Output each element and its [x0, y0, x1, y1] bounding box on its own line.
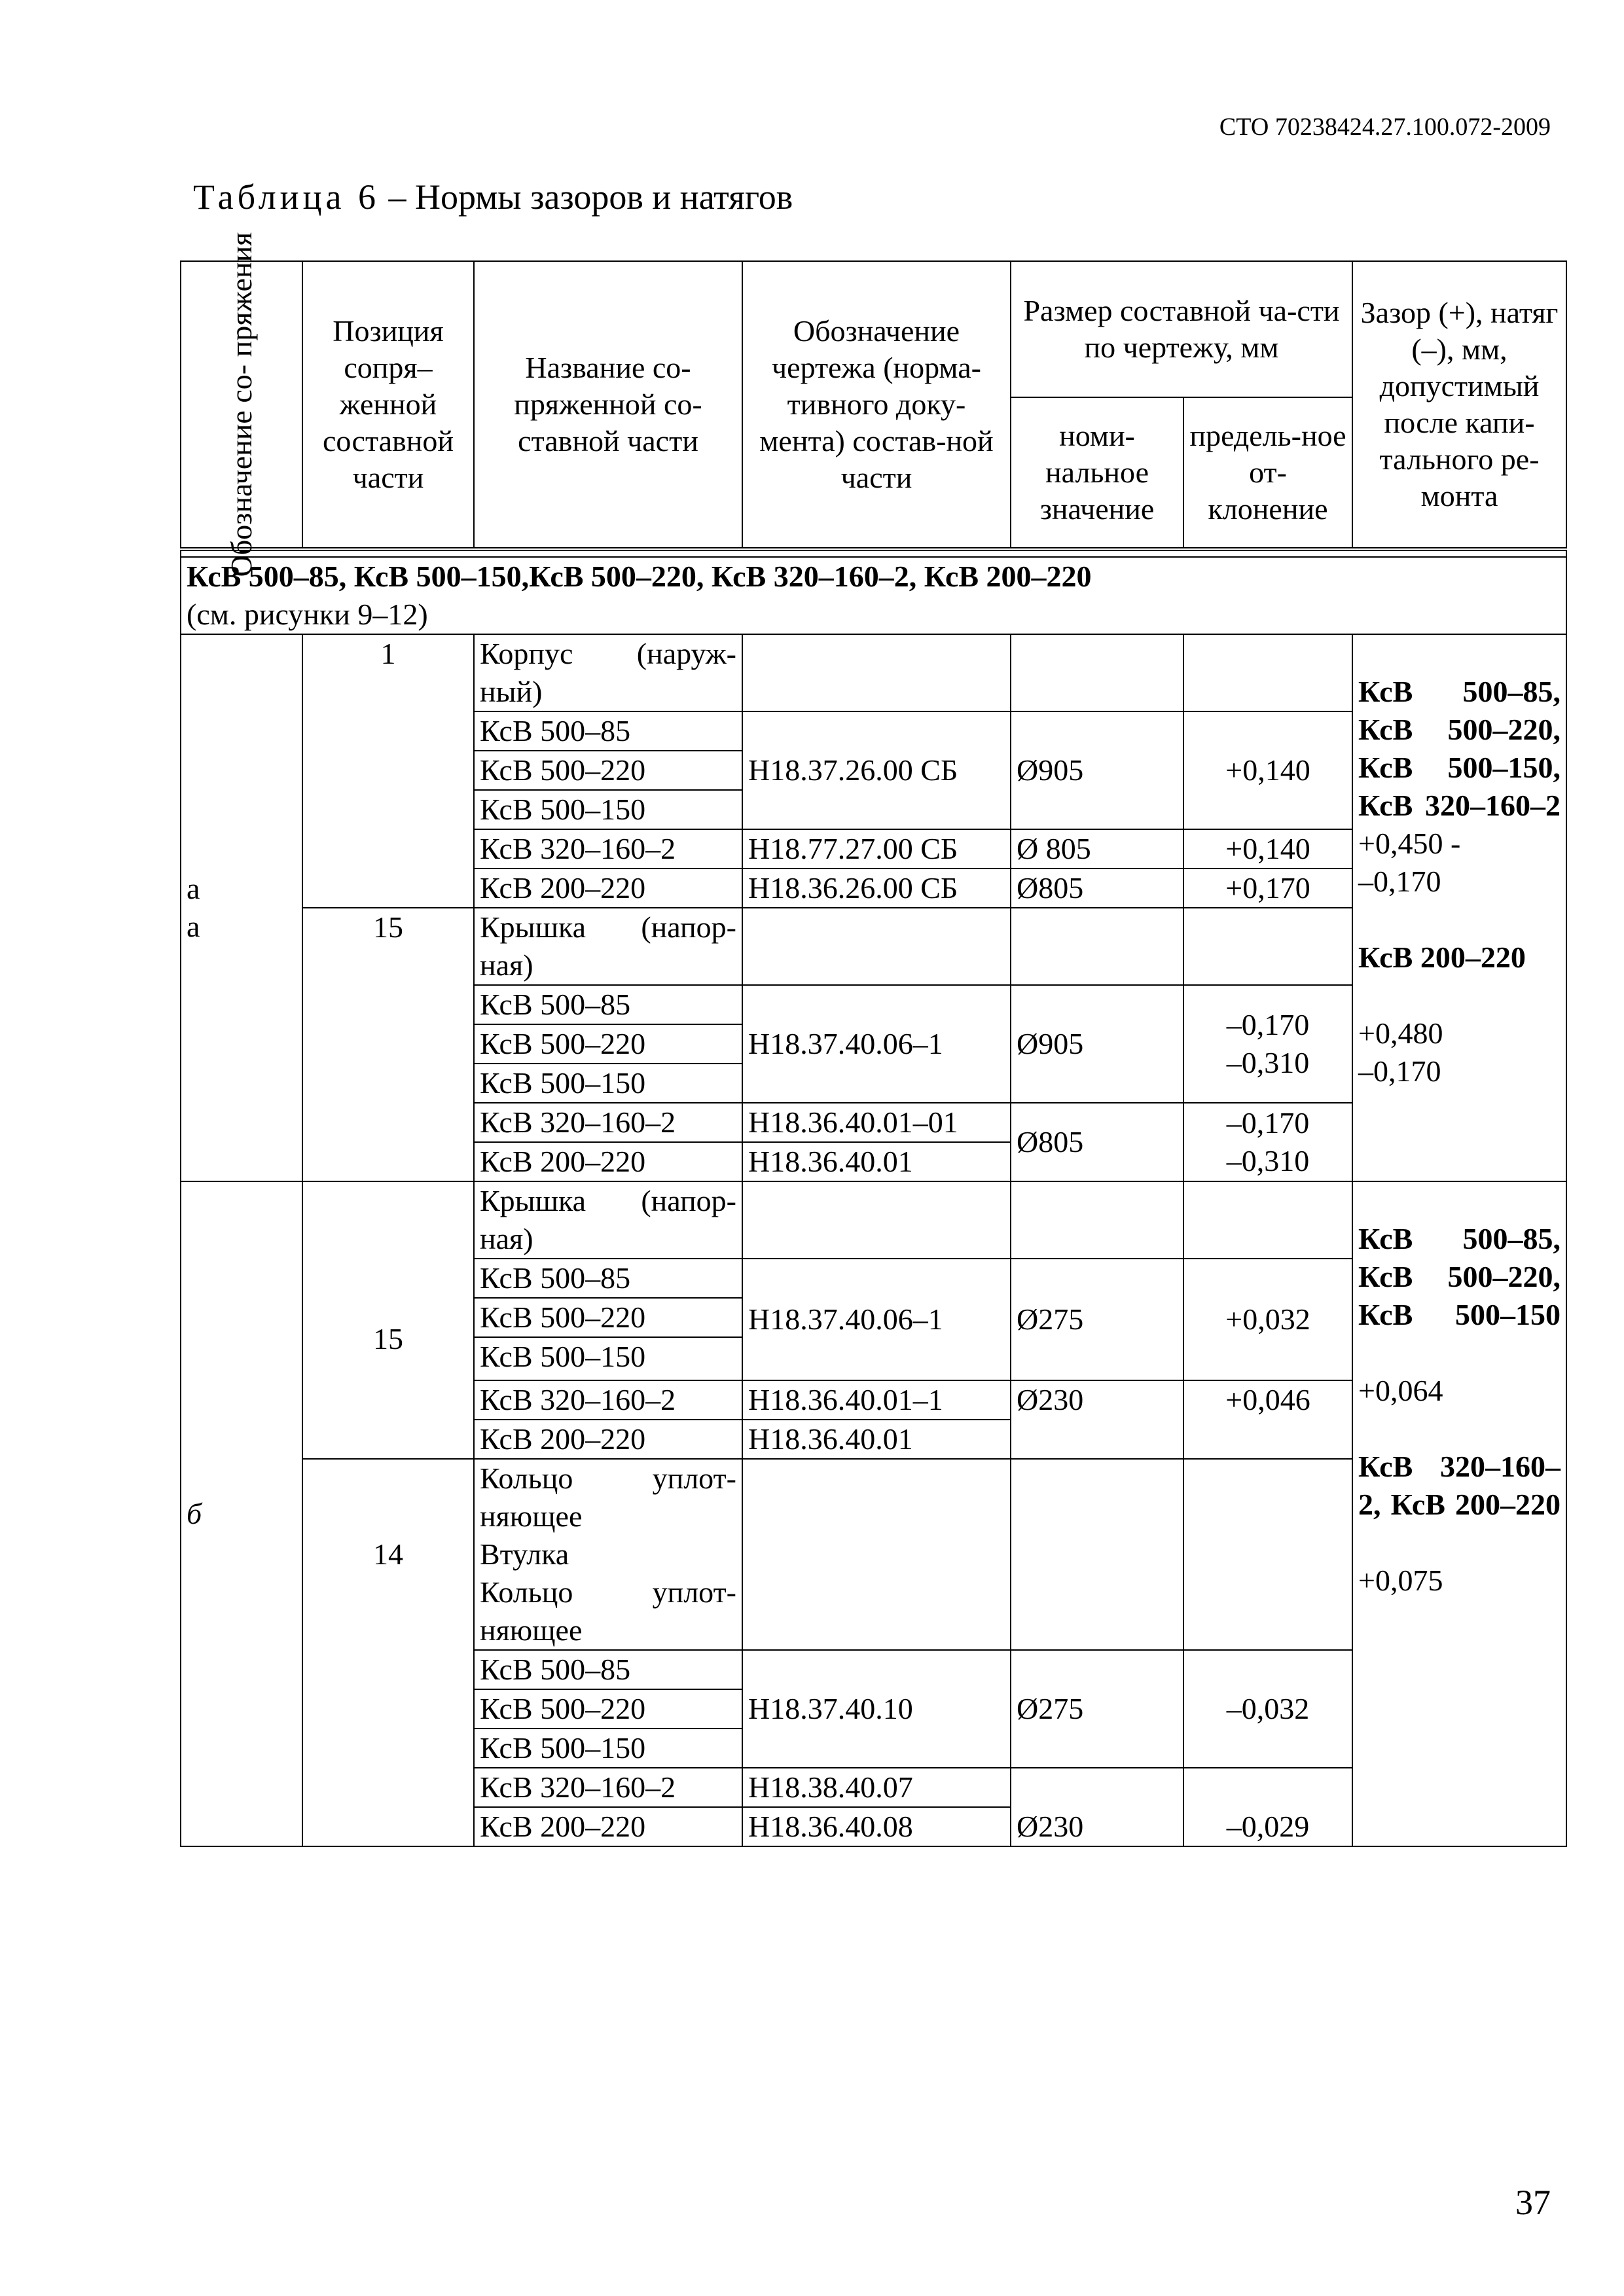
table-cell: +0,140	[1183, 829, 1352, 869]
table-cell: Н18.77.27.00 СБ	[742, 829, 1011, 869]
joint-b-pos2: 14	[302, 1459, 474, 1846]
joint-b-gaps-value1: +0,064	[1358, 1374, 1443, 1407]
joint-a-pos2: 15	[302, 908, 474, 1181]
table-cell: +0,170	[1183, 869, 1352, 908]
table-cell: КсВ 500–220	[474, 1298, 742, 1337]
table-caption	[193, 177, 793, 217]
table-cell: КсВ 200–220	[474, 1807, 742, 1846]
table-cell: Ø805	[1011, 1103, 1183, 1181]
header-drawing: Обозначение чертежа (норма-тивного доку-мента) состав-ной части	[742, 261, 1011, 549]
page-number: 37	[1515, 2183, 1551, 2222]
table-cell: Н18.37.40.10	[742, 1650, 1011, 1768]
table-cell: Ø230	[1011, 1768, 1183, 1846]
table-cell: КсВ 500–85	[474, 1259, 742, 1298]
table-cell: КсВ 500–150	[474, 790, 742, 829]
table-cell: Ø 805	[1011, 829, 1183, 869]
table-cell: +0,140	[1183, 711, 1352, 829]
header-nominal: номи-нальное значение	[1011, 397, 1183, 549]
joint-a-gaps-models2: КсВ 200–220	[1358, 941, 1526, 974]
group-row	[181, 557, 1566, 634]
table-cell: КсВ 200–220	[474, 1420, 742, 1459]
table-cell: +0,046	[1183, 1380, 1352, 1459]
joint-b-gaps	[1352, 1181, 1566, 1846]
header-tolerance: предель-ное от-клонение	[1183, 397, 1352, 549]
table-cell: –0,032	[1183, 1650, 1352, 1768]
table-cell: КсВ 500–220	[474, 1689, 742, 1729]
group-models: КсВ 500–85, КсВ 500–150,КсВ 500–220, КсВ 320–160–2, КсВ 200–220	[187, 560, 1092, 593]
header-gap: Зазор (+), натяг (–), мм, допустимый после капи-тального ре-монта	[1352, 261, 1566, 549]
document-code: СТО 70238424.27.100.072-2009	[1219, 113, 1551, 141]
joint-a-part2: Крышка (напор-ная)	[474, 908, 742, 985]
table-cell: –0,170 –0,310	[1183, 1103, 1352, 1181]
table-cell: Ø275	[1011, 1650, 1183, 1768]
table-cell: –0,170 –0,310	[1183, 985, 1352, 1103]
header-joint-mark: Обозначение со- пряжения	[181, 261, 302, 549]
table-cell: КсВ 320–160–2	[474, 1103, 742, 1142]
table-cell: Ø805	[1011, 869, 1183, 908]
table-cell: КсВ 200–220	[474, 869, 742, 908]
table-cell: КсВ 500–220	[474, 1024, 742, 1064]
table-caption-dash: –	[379, 177, 415, 217]
table-cell: –0,029	[1183, 1768, 1352, 1846]
header-position: Позиция сопря–женной составной части	[302, 261, 474, 549]
joint-a-gaps-value2: +0,480 –0,170	[1358, 1016, 1443, 1088]
joint-b-gaps-value2: +0,075	[1358, 1564, 1443, 1597]
table-cell: Н18.36.26.00 СБ	[742, 869, 1011, 908]
joint-b-part2: Кольцо уплот-няющее Втулка Кольцо уплот-няющее	[474, 1459, 742, 1650]
joint-b-mark: б	[181, 1181, 302, 1846]
joint-a-mark: а а	[181, 634, 302, 1181]
table-cell: Н18.36.40.08	[742, 1807, 1011, 1846]
table-cell: КсВ 500–85	[474, 711, 742, 751]
table-cell: КсВ 320–160–2	[474, 1380, 742, 1420]
joint-a-pos1: 1	[302, 634, 474, 908]
table-cell: Ø905	[1011, 711, 1183, 829]
table-cell: Н18.36.40.01	[742, 1142, 1011, 1181]
table-caption-title: Нормы зазоров и натягов	[414, 177, 793, 217]
joint-a-part1: Корпус (наруж-ный)	[474, 634, 742, 711]
table-cell: Ø905	[1011, 985, 1183, 1103]
table-cell: КсВ 320–160–2	[474, 829, 742, 869]
table-cell: Н18.37.40.06–1	[742, 985, 1011, 1103]
table-cell: Ø275	[1011, 1259, 1183, 1380]
table-cell: КсВ 500–150	[474, 1064, 742, 1103]
table-cell: КсВ 500–220	[474, 751, 742, 790]
table-cell: Н18.36.40.01	[742, 1420, 1011, 1459]
header-size: Размер составной ча-сти по чертежу, мм	[1011, 261, 1352, 397]
joint-b-part1: Крышка (напор-ная)	[474, 1181, 742, 1259]
joint-b-pos1: 15	[302, 1181, 474, 1459]
table-cell: Н18.37.40.06–1	[742, 1259, 1011, 1380]
joint-a-gaps	[1352, 634, 1566, 1181]
joint-b-gaps-models2: КсВ 320–160–2, КсВ 200–220	[1358, 1450, 1561, 1521]
table-cell: КсВ 320–160–2	[474, 1768, 742, 1807]
table-cell: КсВ 500–85	[474, 1650, 742, 1689]
table-cell: КсВ 500–85	[474, 985, 742, 1024]
table-caption-label: Таблица 6	[193, 177, 380, 217]
table-cell: Ø230	[1011, 1380, 1183, 1459]
joint-a-gaps-value1: +0,450 - –0,170	[1358, 827, 1461, 898]
table-cell: Н18.37.26.00 СБ	[742, 711, 1011, 829]
table-cell: Н18.36.40.01–1	[742, 1380, 1011, 1420]
table-cell: КсВ 200–220	[474, 1142, 742, 1181]
table-cell: Н18.36.40.01–01	[742, 1103, 1011, 1142]
joint-b-gaps-models1: КсВ 500–85, КсВ 500–220, КсВ 500–150	[1358, 1222, 1561, 1331]
norms-table	[180, 232, 1567, 1847]
joint-a-gaps-models1: КсВ 500–85, КсВ 500–220, КсВ 500–150, КсВ 320–160–2	[1358, 675, 1561, 822]
table-cell: КсВ 500–150	[474, 1729, 742, 1768]
table-cell: +0,032	[1183, 1259, 1352, 1380]
table-cell: КсВ 500–150	[474, 1337, 742, 1380]
header-part-name: Название со-пряженной со-ставной части	[474, 261, 742, 549]
table-cell: Н18.38.40.07	[742, 1768, 1011, 1807]
group-ref: (см. рисунки 9–12)	[187, 598, 428, 631]
